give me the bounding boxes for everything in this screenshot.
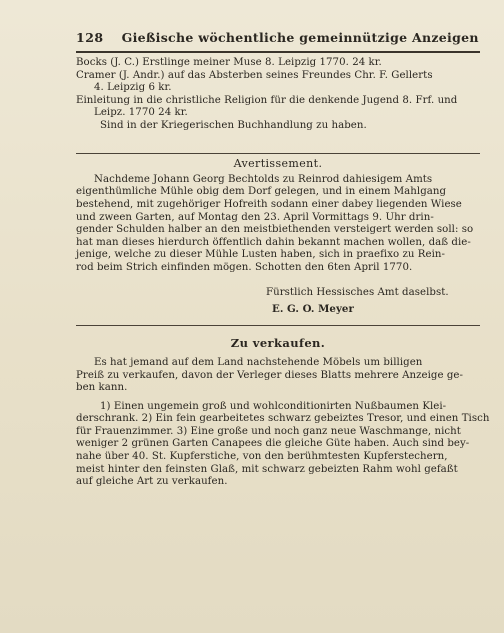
book-entry-continued: Leipz. 1770 24 kr. — [94, 107, 188, 119]
book-entry: Cramer (J. Andr.) auf das Absterben seines Freundes Chr. F. Gellerts — [76, 69, 433, 81]
avertissement-line: gender Schulden halber an den meistbiethenden versteigert werden soll: so — [76, 224, 474, 236]
header-rule — [76, 51, 480, 53]
sale-item-line: für Frauenzimmer. 3) Eine große und noch ganz neue Waschmange, nicht — [76, 425, 461, 437]
section-divider — [76, 153, 480, 154]
avertissement-body — [76, 174, 480, 275]
sale-intro-line: Preiß zu verkaufen, davon der Verleger dieses Blatts mehrere Anzeige ge- — [76, 369, 463, 381]
page-number: 128 — [76, 30, 104, 45]
book-entry-continued: 4. Leipzig 6 kr. — [94, 82, 172, 94]
book-entry: Einleitung in die christliche Religion für die denkende Jugend 8. Frf. und — [76, 94, 458, 106]
page-header — [76, 30, 480, 45]
sale-intro-line: Es hat jemand auf dem Land nachstehende Möbels um billigen — [94, 356, 423, 368]
avertissement-line: hat man dieses hierdurch öffentlich dahin bekannt machen wollen, daß die- — [76, 236, 471, 248]
signature-office: Fürstlich Hessisches Amt daselbst. — [266, 286, 449, 298]
running-title: Gießische wöchentliche gemeinnützige Anzeigen — [121, 30, 479, 45]
sale-intro-line: ben kann. — [76, 382, 128, 394]
avertissement-line: und zween Garten, auf Montag den 23. April Vormittags 9. Uhr drin- — [76, 211, 434, 223]
sale-item-line: weniger 2 grünen Garten Canapees die gleiche Güte haben. Auch sind bey- — [76, 438, 470, 450]
avertissement-title: Avertissement. — [233, 156, 323, 170]
avertissement-line: jenige, welche zu dieser Mühle Lusten haben, sich in praefixo zu Rein- — [76, 249, 446, 261]
sale-item-line: meist hinter den feinsten Glaß, mit schwarz gebeizten Rahm wohl gefaßt — [76, 463, 458, 475]
signature-name: E. G. O. Meyer — [272, 302, 354, 315]
avertissement-line: bestehend, mit zugehöriger Hofreith sodann einer dabey liegenden Wiese — [76, 199, 462, 211]
availability-note: Sind in der Kriegerischen Buchhandlung zu haben. — [100, 119, 367, 131]
sale-item-line: derschrank. 2) Ein fein gearbeitetes schwarz gebeiztes Tresor, und einen Tisch — [76, 413, 490, 425]
sale-title: Zu verkaufen. — [230, 335, 326, 350]
signature-block — [76, 285, 480, 317]
book-entry: Bocks (J. C.) Erstlinge meiner Muse 8. Leipzig 1770. 24 kr. — [76, 57, 382, 68]
sale-item-line: 1) Einen ungemein groß und wohlconditionirten Nußbaumen Klei- — [100, 400, 447, 412]
avertissement-line: eigenthümliche Mühle obig dem Dorf gelegen, und in einem Mahlgang — [76, 186, 447, 198]
avertissement-line: rod beim Strich einfinden mögen. Schotten den 6ten April 1770. — [76, 262, 413, 274]
sale-item-line: auf gleiche Art zu verkaufen. — [76, 476, 228, 488]
avertissement-line: Nachdeme Johann Georg Bechtolds zu Reinrod dahiesigem Amts — [94, 173, 433, 185]
sale-intro — [76, 357, 480, 395]
book-list — [76, 57, 480, 133]
sale-items — [76, 400, 490, 489]
sale-item-line: nahe über 40. St. Kupferstiche, von den berühmtesten Kupferstechern, — [76, 451, 448, 463]
section-divider — [76, 325, 480, 326]
